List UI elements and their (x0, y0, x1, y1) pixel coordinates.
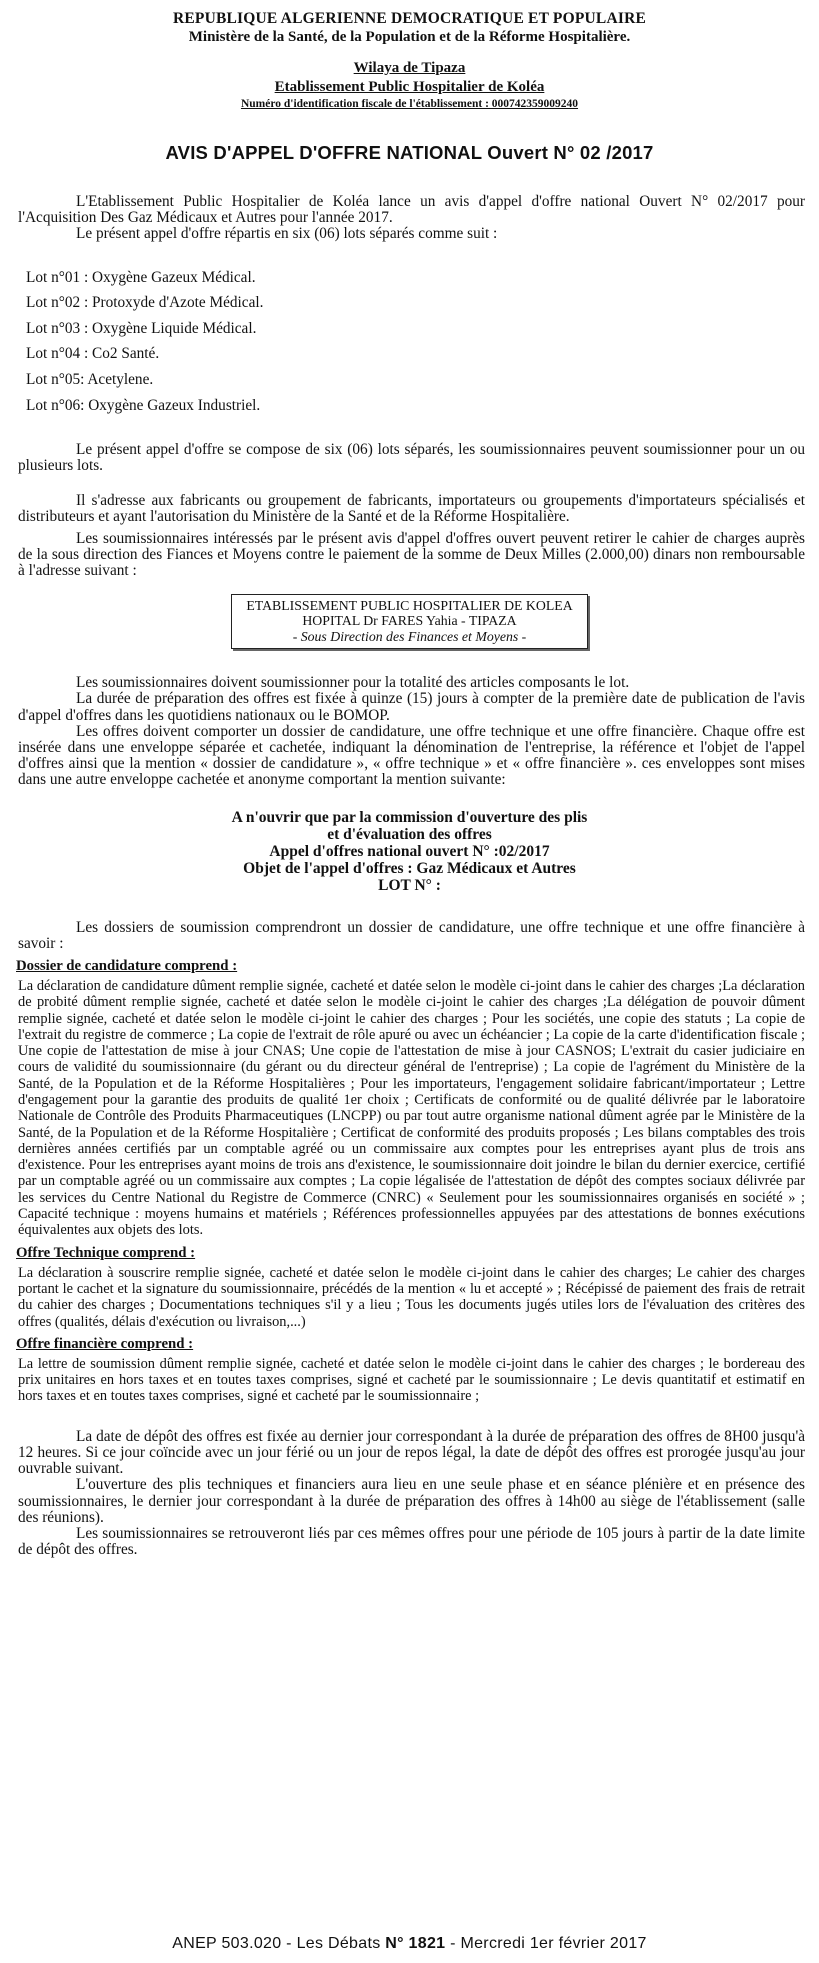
address-line: ETABLISSEMENT PUBLIC HOSPITALIER DE KOLEA (246, 597, 573, 613)
wilaya-header: Wilaya de Tipaza (353, 60, 466, 76)
lots-composition-paragraph: Le présent appel d'offre se compose de six (06) lots séparés, les soumissionnaires peuvent soumissionner pour un ou plusieurs lots. (18, 441, 805, 475)
dossiers-intro: Les dossiers de soumission comprendront un dossier de candidature, une offre technique et une offre financière à savoir : (18, 918, 805, 952)
totality-paragraph: Les soumissionnaires doivent soumissionner pour la totalité des articles composants le lot. (76, 674, 630, 692)
envelope-mention (0, 809, 819, 894)
offers-paragraph: Les offres doivent comporter un dossier de candidature, une offre technique et une offre financière. Chaque offre est insérée dans une enveloppe séparée et cachetée, indiquant la dénomination de l'entreprise, la référence et l'objet de l'appel d'offres ainsi que la mention « dossier de candidature », « offre technique » et « offre financière ». ces enveloppes sont mises dans une autre enveloppe cachetée et anonyme comportant la mention suivante: (18, 722, 805, 789)
technique-text: La déclaration à souscrire remplie signée, cacheté et datée selon le modèle ci-joint dans le cahier des charges; Le cahier des charges portant le cachet et la signature du soumissionnaire, précédés de la mention « lu et accepté » ; Récépissé de paiement des frais de retrait du cahier des charges ; Documentations techniques s'il y a lieu ; Tous les documents jugés utiles lors de l'évaluation des critères des offres (qualités, délais d'exécution ou livraison,...) (18, 1264, 805, 1330)
technique-heading: Offre Technique comprend : (16, 1244, 196, 1261)
lot-item: Lot n°04 : Co2 Santé. (26, 345, 160, 363)
lot-item: Lot n°05: Acetylene. (26, 370, 154, 388)
financiere-text: La lettre de soumission dûment remplie signée, cacheté et datée selon le modèle ci-joint dans le cahier des charges ; le bordereau des prix unitaires en hors taxes et en toutes taxes comprises, signé et cacheté par le soumissionnaire ; Le devis quantitatif et estimatif en hors taxes et en toutes taxes comprises, signé et cacheté par le soumissionnaire ; (18, 1355, 805, 1405)
anep-reference: ANEP 503.020 (172, 1935, 282, 1952)
fiscal-id: Numéro d'identification fiscale de l'établissement : 000742359009240 (240, 98, 579, 110)
address-box-wrapper (0, 594, 819, 650)
address-line: HOPITAL Dr FARES Yahia - TIPAZA (302, 613, 517, 629)
notice-title: AVIS D'APPEL D'OFFRE NATIONAL Ouvert N° 02 /2017 (165, 142, 654, 163)
deposit-paragraph: La date de dépôt des offres est fixée au dernier jour correspondant à la durée de préparation des offres de 8H00 jusqu'à 12 heures. Si ce jour coïncide avec un jour férié ou un jour de repos légal, la date de dépôt des offres est prorogée jusqu'au jour ouvrable suivant. (18, 1427, 805, 1478)
intro-paragraph: L'Etablissement Public Hospitalier de Koléa lance un avis d'appel d'offre national Ouvert N° 02/2017 pour l'Acquisition Des Gaz Médicaux et Autres pour l'année 2017. (18, 193, 805, 227)
envelope-line: et d'évaluation des offres (327, 825, 492, 843)
address-box (231, 594, 587, 650)
opening-paragraph: L'ouverture des plis techniques et financiers aura lieu en une seule phase et en séance plénière et en présence des soumissionnaires, le dernier jour correspondant à la durée de préparation des offres à 14h00 au siège de l'établissement (salle des réunions). (18, 1476, 805, 1526)
validity-paragraph: Les soumissionnaires se retrouveront liés par ces mêmes offres pour une période de 105 jours à partir de la date limite de dépôt des offres. (18, 1524, 805, 1559)
lots-list (26, 265, 819, 419)
issue-number: N° 1821 (385, 1935, 446, 1952)
financiere-heading: Offre financière comprend : (16, 1335, 194, 1352)
envelope-line: A n'ouvrir que par la commission d'ouverture des plis (231, 808, 588, 826)
duration-paragraph: La durée de préparation des offres est fixée à quinze (15) jours à compter de la première date de publication de l'avis d'appel d'offres dans les quotidiens nationaux ou le BOMOP. (18, 690, 805, 724)
footer-separator: - (286, 1935, 292, 1952)
eligibility-paragraph: Il s'adresse aux fabricants ou groupement de fabricants, importateurs ou groupements d'importateurs spécialisés et distributeurs et ayant l'autorisation du Ministère de la Santé et de la Réforme Hospitalière. (18, 491, 805, 525)
address-line: - Sous Direction des Finances et Moyens - (292, 628, 527, 644)
candidature-text: La déclaration de candidature dûment remplie signée, cacheté et datée selon le modèle ci-joint dans le cahier des charges ;La déclaration de probité dûment remplie signée, cacheté et datée selon le modèle ci-joint le cahier des charges ;La délégation de pouvoir dûment remplie signée, cacheté et datée selon le modèle ci-joint le cahier des charges ; Pour les sociétés, une copie des statuts ; La copie de l'extrait du registre de commerce ; La copie de l'extrait de rôle apuré ou avec un échéancier ; La copie de la carte d'identification fiscale ; Une copie de l'attestation de mise à jour CNAS; Une copie de l'attestation de mise à jour CASNOS; L'extrait du casier judiciaire en cours de validité du soumissionnaire (du gérant ou du directeur général de l'entreprise) ; La copie de l'agrément du Ministère de la Santé, de la Population et de la Réforme Hospitalières ; Pour les importateurs, l'engagement solidaire fabricant/importateur ; Lettre d'engagement pour la garantie des produits de qualité 1er choix ; Certificats de conformité ou de qualité délivrée par le laboratoire Nationale de Contrôle des Produits Pharmaceutiques (LNCPP) ou par tout autre organisme national dûment agrée par le Ministère de la Santé, de la Population et de la Réforme Hospitalière ; Certificat de conformité des produits proposés ; Les bilans comptables des trois dernières années certifiés par un comptable agréé ou un commissaire aux comptes pour les entreprises ayant plus de trois ans d'existence. Pour les entreprises ayant moins de trois ans d'existence, le soumissionnaire doit joindre le bilan du dernier exercice, certifié par un comptable agréé ou un commissaire aux comptes ; La copie légalisée de l'attestation de dépôt des comptes sociaux délivrée par les services du Centre National du Registre de Commerce (CNRC) « Seulement pour les soumissionnaires organisés en société » ; Capacité technique : moyens humains et matériels ; Références professionnelles appuyées par des attestations de bonnes exécutions équivalentes aux objets des lots. (18, 977, 805, 1239)
footer-separator: - (450, 1935, 456, 1952)
establishment-header: Etablissement Public Hospitalier de Koléa (274, 79, 545, 95)
envelope-line: LOT N° : (378, 876, 441, 894)
envelope-line: Objet de l'appel d'offres : Gaz Médicaux et Autres (243, 859, 576, 877)
newspaper-footer (0, 1935, 819, 1953)
candidature-heading: Dossier de candidature comprend : (16, 957, 238, 974)
lots-intro: Le présent appel d'offre répartis en six (06) lots séparés comme suit : (76, 225, 498, 243)
lot-item: Lot n°01 : Oxygène Gazeux Médical. (26, 268, 256, 286)
withdrawal-paragraph: Les soumissionnaires intéressés par le présent avis d'appel d'offres ouvert peuvent retirer le cahier de charges auprès de la sous direction des Fiances et Moyens contre le paiement de la somme de Deux Milles (2.000,00) dinars non remboursable à l'adresse suivant : (18, 529, 805, 580)
newspaper-name: Les Débats (296, 1935, 381, 1952)
ministry-header: Ministère de la Santé, de la Population et de la Réforme Hospitalière. (188, 29, 631, 45)
envelope-line: Appel d'offres national ouvert N° :02/2017 (269, 842, 550, 860)
lot-item: Lot n°03 : Oxygène Liquide Médical. (26, 319, 257, 337)
republic-header: REPUBLIQUE ALGERIENNE DEMOCRATIQUE ET POPULAIRE (172, 10, 647, 27)
publication-date: Mercredi 1er février 2017 (460, 1935, 647, 1952)
lot-item: Lot n°02 : Protoxyde d'Azote Médical. (26, 294, 264, 312)
lot-item: Lot n°06: Oxygène Gazeux Industriel. (26, 396, 261, 414)
